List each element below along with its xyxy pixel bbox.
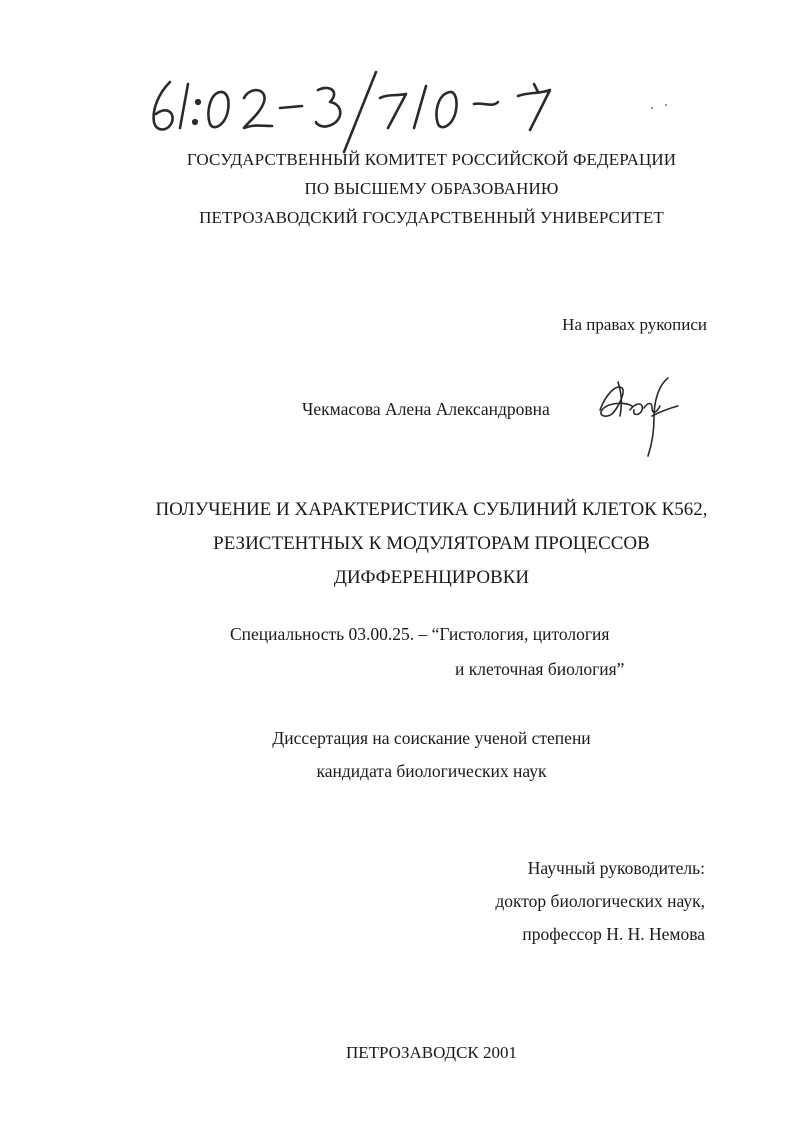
supervisor-degree: доктор биологических наук, (495, 891, 705, 911)
degree-line: Диссертация на соискание ученой степени (272, 728, 591, 748)
dissertation-title (0, 493, 793, 595)
manuscript-note: На правах рукописи (562, 315, 707, 334)
supervisor-name: профессор Н. Н. Немова (522, 924, 705, 944)
handwritten-archive-number (140, 62, 640, 157)
header-line: ПЕТРОЗАВОДСКИЙ ГОСУДАРСТВЕННЫЙ УНИВЕРСИТЕТ (199, 208, 664, 227)
specialty-line: Специальность 03.00.25. – “Гистология, цитология (230, 624, 610, 644)
header-line: ГОСУДАРСТВЕННЫЙ КОМИТЕТ РОССИЙСКОЙ ФЕДЕРАЦИИ (186, 150, 677, 169)
header-line: ПО ВЫСШЕМУ ОБРАЗОВАНИЮ (304, 179, 559, 198)
paper-speck (651, 107, 653, 109)
paper-speck (665, 104, 667, 106)
city-year: ПЕТРОЗАВОДСК 2001 (345, 1043, 518, 1062)
title-line: ДИФФЕРЕНЦИРОВКИ (333, 567, 530, 588)
author-name: Чекмасова Алена Александровна (302, 399, 550, 419)
author-signature (592, 372, 682, 460)
institution-header (0, 145, 793, 232)
degree-statement (0, 722, 793, 788)
title-line: РЕЗИСТЕНТНЫХ К МОДУЛЯТОРАМ ПРОЦЕССОВ (213, 533, 650, 554)
title-line: ПОЛУЧЕНИЕ И ХАРАКТЕРИСТИКА СУБЛИНИЙ КЛЕТОК К562, (155, 499, 708, 520)
supervisor-label: Научный руководитель: (527, 858, 705, 878)
supervisor-block (495, 852, 705, 951)
degree-line: кандидата биологических наук (316, 761, 547, 781)
specialty-line-continued: и клеточная биология” (455, 659, 625, 679)
